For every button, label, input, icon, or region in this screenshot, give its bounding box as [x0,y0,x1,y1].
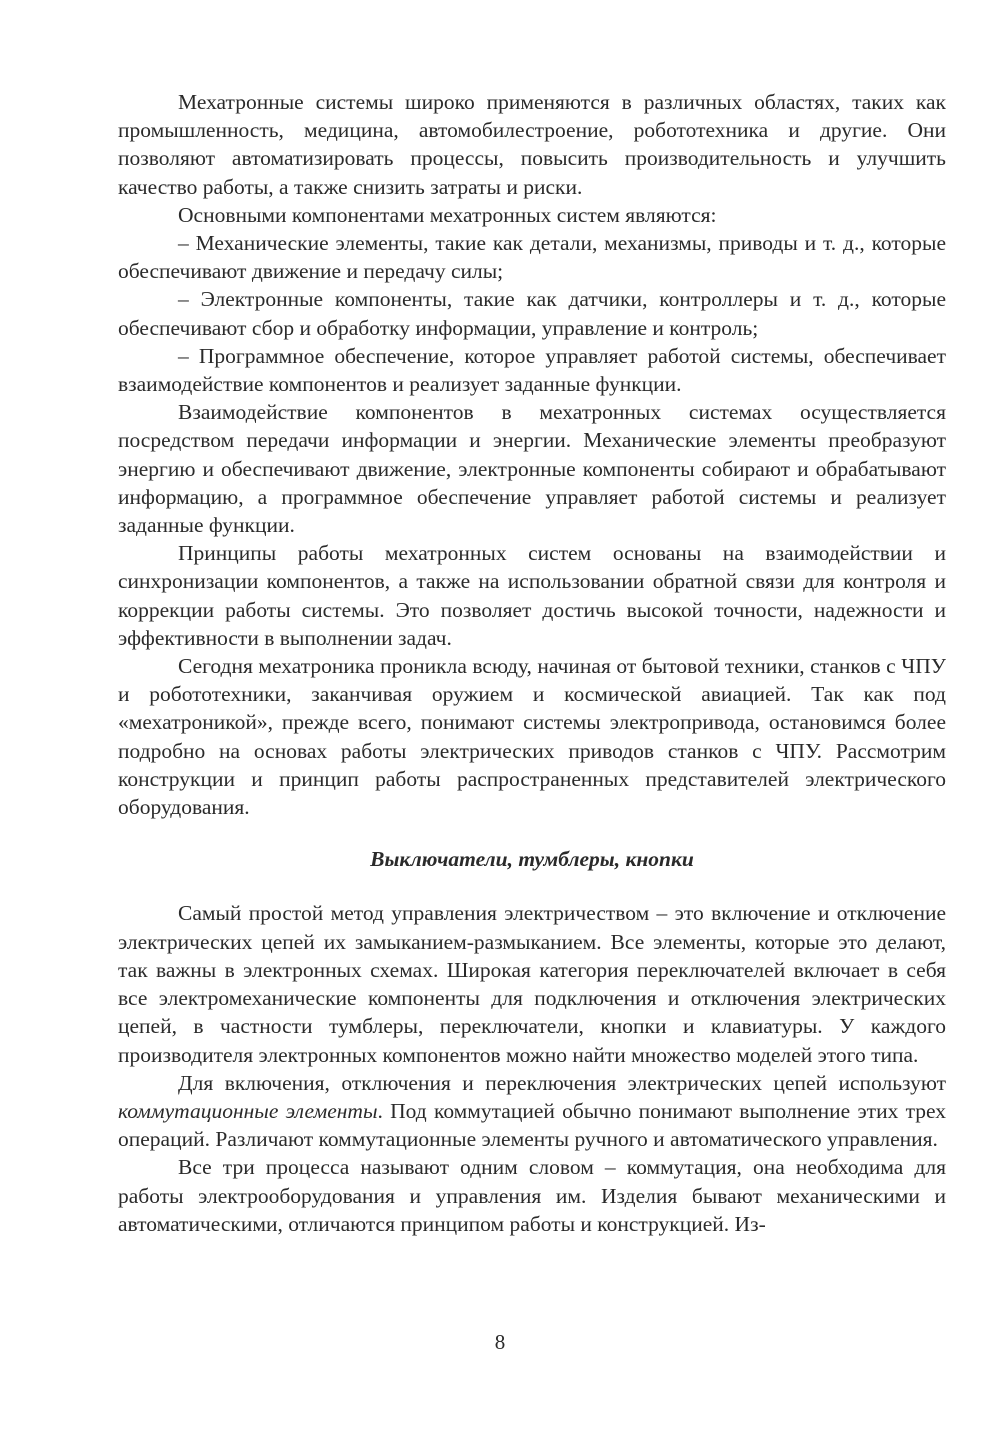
page-number: 8 [494,1330,506,1354]
paragraph-applications: Мехатронные системы широко применяются в различных областях, таких как промышленность, медицина, автомобилестроение, робототехника и другие. Они позволяют автоматизировать процессы, повысить производительность и улучшить качество работы, а также снизить затраты и риски. [118,90,946,199]
paragraph-components-intro: Основными компонентами мехатронных систем являются: [178,202,717,227]
page-body [118,88,946,1238]
list-item-software: – Программное обеспечение, которое управляет работой системы, обеспечивает взаимодействие компонентов и реализует заданные функции. [118,343,946,397]
paragraph-commutation-process: Все три процесса называют одним словом – коммутация, она необходима для работы электрооборудования и управления им. Изделия бывают механическими и автоматическими, отличаются принципом работы и конструкцией. Из- [118,1155,946,1236]
text-after-term: . Под коммутацией обычно понимают выполнение этих трех операций. Различают коммутационные элементы ручного и автоматического управления. [118,1098,946,1152]
section-heading: Выключатели, тумблеры, кнопки [370,847,694,872]
paragraph-switching-method: Самый простой метод управления электричеством – это включение и отключение электрических цепей их замыканием-размыканием. Все элементы, которые это делают, так важны в электронных схемах. Широкая категория переключателей включает в себя все электромеханические компоненты для подключения и отключения электрических цепей, в частности тумблеры, переключатели, кнопки и клавиатуры. У каждого производителя электронных компонентов можно найти множество моделей этого типа. [118,901,946,1067]
paragraph-principles: Принципы работы мехатронных систем основаны на взаимодействии и синхронизации компонентов, а также на использовании обратной связи для контроля и коррекции работы системы. Это позволяет достичь высокой точности, надежности и эффективности в выполнении задач. [118,541,946,650]
list-item-mechanical: – Механические элементы, такие как детали, механизмы, приводы и т. д., которые обеспечивают движение и передачу силы; [118,231,946,284]
italic-term: коммутационные элементы [118,1098,378,1123]
paragraph-today: Сегодня мехатроника проникла всюду, начиная от бытовой техники, станков с ЧПУ и робототехники, заканчивая оружием и космической авиацией. Так как под «мехатроникой», прежде всего, понимают системы электропривода, остановимся более подробно на основах работы электрических приводов станков с ЧПУ. Рассмотрим конструкции и принцип работы распространенных представителей электрического оборудования. [118,654,946,820]
paragraph-commutation-elements [118,1069,946,1154]
paragraph-interaction: Взаимодействие компонентов в мехатронных системах осуществляется посредством передачи информации и энергии. Механические элементы преобразуют энергию и обеспечивают движение, электронные компоненты собирают и обрабатывают информацию, а программное обеспечение управляет работой системы и реализует заданные функции. [118,400,946,538]
list-item-electronic: – Электронные компоненты, такие как датчики, контроллеры и т. д., которые обеспечивают сбор и обработку информации, управление и контроль; [118,287,946,340]
text-before-term: Для включения, отключения и переключения электрических цепей используют [178,1070,946,1095]
